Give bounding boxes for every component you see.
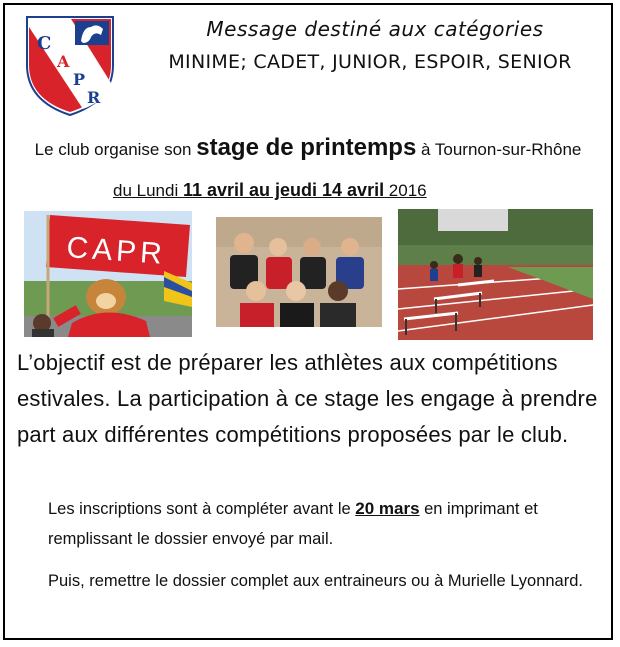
logo-letter-a: A xyxy=(57,52,70,71)
intro-highlight: stage de printemps xyxy=(196,134,417,161)
logo-letter-p: P xyxy=(73,70,86,89)
flyer xyxy=(3,3,613,640)
logo-letter-c: C xyxy=(37,33,52,54)
photo-mascot xyxy=(24,211,192,337)
registration-before: Les inscriptions sont à compléter avant le xyxy=(48,500,356,518)
stage-dates xyxy=(113,180,427,201)
photo-group xyxy=(216,217,382,327)
photo-hurdles xyxy=(398,209,593,340)
submission-paragraph: Puis, remettre le dossier complet aux entraineurs ou à Murielle Lyonnard. xyxy=(48,572,583,590)
registration-after: en imprimant et remplissant le dossier envoyé par mail. xyxy=(48,500,538,548)
header-audience: Message destiné aux catégories xyxy=(206,17,544,41)
header-categories: MINIME; CADET, JUNIOR, ESPOIR, SENIOR xyxy=(168,51,572,73)
dates-after: 2016 xyxy=(384,181,427,200)
intro-before: Le club organise son xyxy=(34,140,197,159)
intro-after: à Tournon-sur-Rhône xyxy=(416,140,582,159)
capr-logo xyxy=(23,13,117,117)
dates-before: du Lundi xyxy=(113,181,183,200)
registration-deadline: 20 mars xyxy=(355,499,420,518)
registration-paragraph xyxy=(48,494,608,554)
logo-letter-r: R xyxy=(87,88,101,107)
intro-sentence xyxy=(5,134,611,162)
dates-highlight: 11 avril au jeudi 14 avril xyxy=(182,180,385,200)
flag-text: CAPR xyxy=(65,231,167,271)
objective-paragraph: L’objectif est de préparer les athlètes aux compétitions estivales. La participation à ce stage les engage à prendre part aux différentes compétitions proposées par le club. xyxy=(17,350,598,447)
